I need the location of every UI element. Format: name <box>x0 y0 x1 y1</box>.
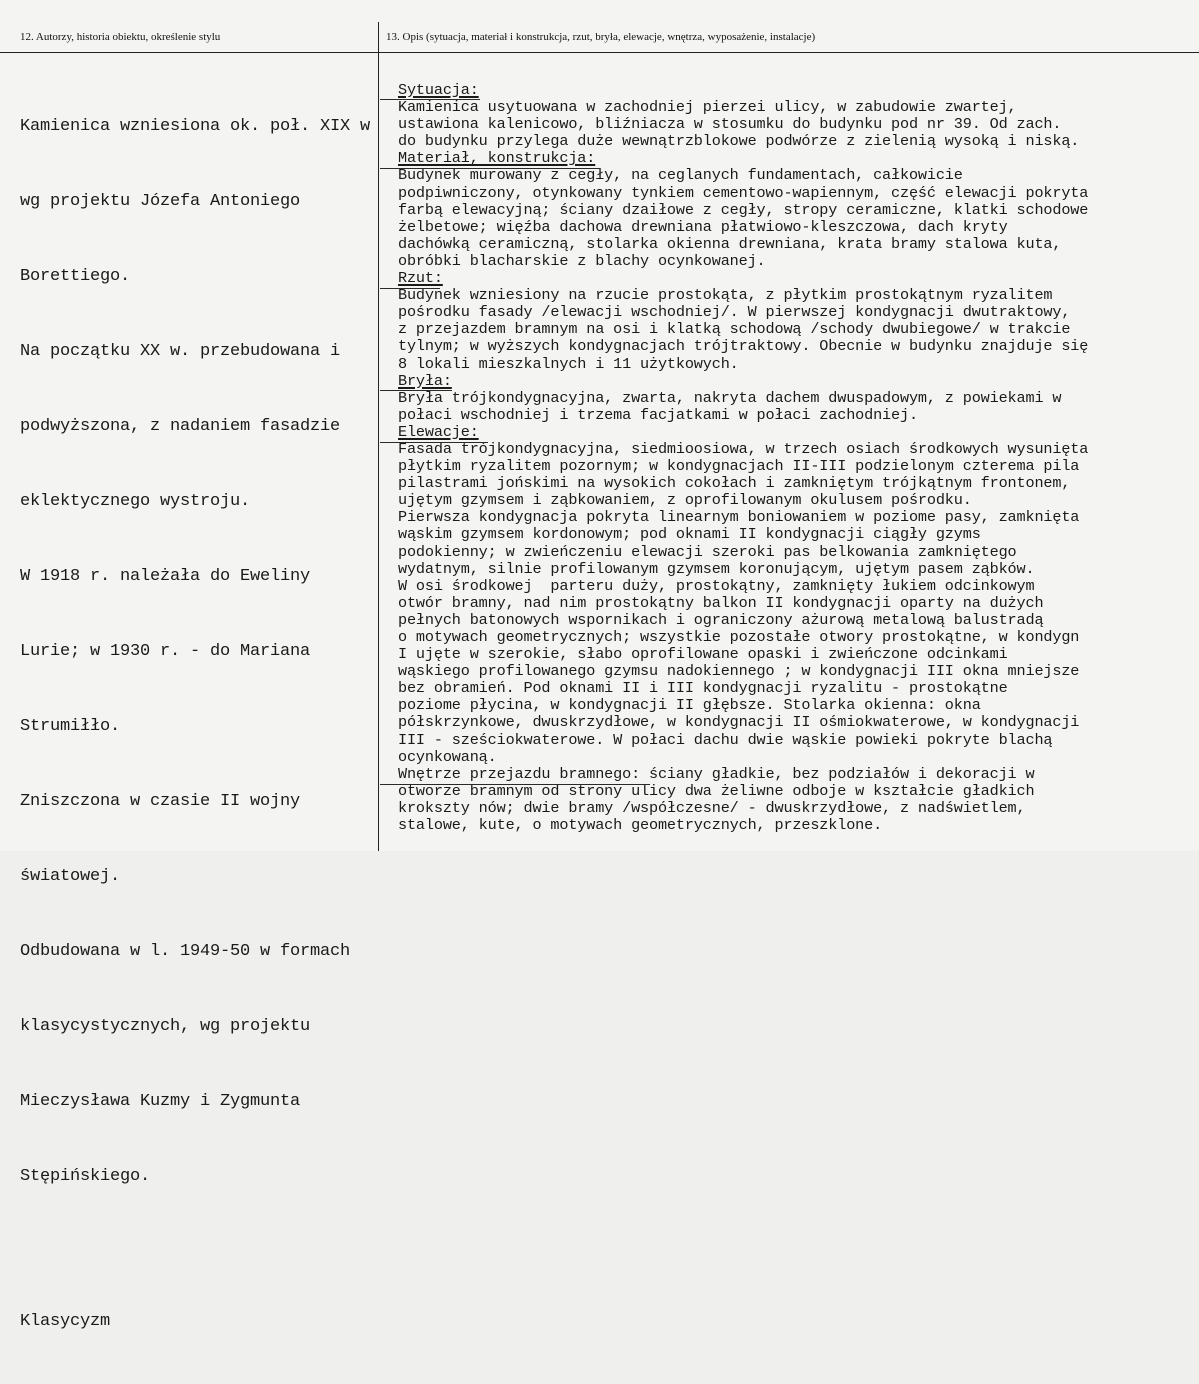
description-line: tylnym; w wyższych kondygnacjach trójtraktowy. Obecnie w budynku znajduje się <box>398 337 1089 356</box>
description-line: o motywach geometrycznych; wszystkie pozostałe otwory prostokątne, w kondygn <box>398 628 1080 646</box>
section-heading: Sytuacja: <box>398 81 479 99</box>
description-line: do budynku przylega duże wewnątrzblokowe podwórze z zielenią wysoką i niską. <box>398 132 1080 151</box>
history-line: klasycystycznych, wg projektu <box>20 1017 311 1036</box>
description-text-column <box>398 82 1198 834</box>
history-line: W 1918 r. należała do Eweliny <box>20 567 311 586</box>
description-line: obróbki blacharskie z blachy ocynkowanej. <box>398 251 766 270</box>
section-heading: Materiał, konstrukcja: <box>398 149 596 168</box>
history-line: wg projektu Józefa Antoniego <box>20 192 301 211</box>
description-line: Bryła trójkondygnacyjna, zwarta, nakryta dachem dwuspadowym, z powiekami w <box>398 388 1062 407</box>
section-heading: Bryła: <box>398 371 452 390</box>
heading-underline <box>380 390 452 391</box>
description-line: Budynek wzniesiony na rzucie prostokąta, z płytkim prostokątnym ryzalitem <box>398 286 1053 305</box>
description-line: podpiwniczony, otynkowany tynkiem cementowo-wapiennym, część elewacji pokryta <box>398 183 1089 202</box>
heading-underline <box>380 99 480 100</box>
section-12-title: 12. Autorzy, historia obiektu, określenie stylu <box>20 31 221 43</box>
section-13-title: 13. Opis (sytuacja, materiał i konstrukcja, rzut, bryła, elewacje, wnętrza, wyposażenie, instalacje) <box>386 31 816 43</box>
description-line: dachówką ceramiczną, stolarka okienna drewniana, krata bramy stalowa kuta, <box>398 234 1062 253</box>
history-line: Lurie; w 1930 r. - do Mariana <box>20 642 311 661</box>
history-text-column <box>20 64 375 1384</box>
description-line: poziome płycina, w kondygnacji II głębsze. Stolarka okienna: okna <box>398 696 981 715</box>
history-line: podwyższona, z nadaniem fasadzie <box>20 417 341 436</box>
heading-underline <box>380 442 488 443</box>
description-line: otworze bramnym od strony ulicy dwa żeliwne odboje w kształcie gładkich <box>398 781 1035 800</box>
header-divider <box>0 52 1199 53</box>
description-line: wydatnym, silnie profilowanym gzymsem koronującym, ujętym pasem ząbków. <box>398 559 1035 578</box>
history-line: Borettiego. <box>20 267 131 286</box>
description-line: półskrzynkowe, dwuskrzydłowe, w kondygnacji II ośmiokwaterowe, w kondygnacji <box>398 713 1080 732</box>
description-line: I ujęte w szerokie, słabo oprofilowane opaski i zwieńczone odcinkami <box>398 645 1008 664</box>
description-line: Pierwsza kondygnacja pokryta linearnym boniowaniem w poziome pasy, zamknięta <box>398 508 1080 527</box>
description-line: płytkim ryzalitem pozornym; w kondygnacjach II-III podzielonym czterema pila <box>398 457 1080 476</box>
description-line: bez obramień. Pod oknami II i III kondygnacji ryzalitu - prostokątne <box>398 679 1008 698</box>
history-line: eklektycznego wystroju. <box>20 492 251 511</box>
description-line: 8 lokali mieszkalnych i 11 użytkowych. <box>398 354 739 373</box>
description-line: krokszty nów; dwie bramy /współczesne/ - dwuskrzydłowe, z nadświetlem, <box>398 798 1026 817</box>
description-line: pełnych batonowych wspornikach i ograniczony ażurową metalową balustradą <box>398 610 1044 629</box>
history-line: Na początku XX w. przebudowana i <box>20 342 341 361</box>
history-line: Odbudowana w l. 1949-50 w formach <box>20 942 351 961</box>
history-line: Kamienica wzniesiona ok. poł. XIX w <box>20 117 371 136</box>
column-divider <box>378 22 379 851</box>
history-line: Zniszczona w czasie II wojny <box>20 792 301 811</box>
description-line: Kamienica usytuowana w zachodniej pierzei ulicy, w zabudowie zwartej, <box>398 98 1017 117</box>
heading-underline <box>380 288 440 289</box>
description-line: wąskim gzymsem kordonowym; pod oknami II kondygnacji ciągły gzyms <box>398 525 981 544</box>
description-line: otwór bramny, nad nim prostokątny balkon II kondygnacji oparty na dużych <box>398 593 1044 612</box>
description-line: wąskiego profilowanego gzymsu nadokiennego ; w kondygnacji III okna mniejsze <box>398 662 1080 681</box>
description-line: z przejazdem bramnym na osi i klatką schodową /schody dwubiegowe/ w trakcie <box>398 320 1071 339</box>
description-line: ustawiona kalenicowo, bliźniacza w stosumku do budynku pod nr 39. Od zach. <box>398 115 1062 134</box>
description-line: W osi środkowej parteru duży, prostokątny, zamknięty łukiem odcinkowym <box>398 576 1035 595</box>
section-heading: Elewacje: <box>398 422 479 441</box>
description-line: ujętym gzymsem i ząbkowaniem, z oprofilowanym okulusem pośrodku. <box>398 491 972 510</box>
description-line: połaci wschodniej i trzema facjatkami w połaci zachodniej. <box>398 405 918 424</box>
description-line: farbą elewacyjną; ściany dzaiłowe z cegły, stropy ceramiczne, klatki schodowe <box>398 200 1089 219</box>
description-line: podokienny; w zwieńczeniu elewacji szeroki pas belkowania zamkniętego <box>398 542 1017 561</box>
heading-underline <box>380 168 600 169</box>
description-line: Fasada trójkondygnacyjna, siedmioosiowa, w trzech osiach środkowych wysunięta <box>398 439 1089 458</box>
history-line: Mieczysława Kuzmy i Zygmunta <box>20 1092 301 1111</box>
description-line: ocynkowaną. <box>398 747 497 766</box>
section-heading: Rzut: <box>398 269 443 288</box>
history-line: Stępińskiego. <box>20 1167 151 1186</box>
style-label: Klasycyzm <box>20 1312 111 1331</box>
description-line: pośrodku fasady /elewacji wschodniej/. W pierwszej kondygnacji dwutraktowy, <box>398 303 1071 322</box>
description-line: żelbetowe; więźba dachowa drewniana płatwiowo-kleszczowa, dach kryty <box>398 217 1008 236</box>
description-line: pilastrami jońskimi na wysokich cokołach i zamkniętym trójkątnym frontonem, <box>398 474 1071 493</box>
history-line: światowej. <box>20 867 121 886</box>
heading-underline <box>380 784 650 785</box>
description-line: stalowe, kute, o motywach geometrycznych, przeszklone. <box>398 816 883 835</box>
history-line: Strumiłło. <box>20 717 121 736</box>
description-line: Wnętrze przejazdu bramnego: ściany gładkie, bez podziałów i dekoracji w <box>398 764 1035 783</box>
description-line: III - sześciokwaterowe. W połaci dachu dwie wąskie powieki pokryte blachą <box>398 730 1053 749</box>
description-line: Budynek murowany z cegły, na ceglanych fundamentach, całkowicie <box>398 166 963 185</box>
